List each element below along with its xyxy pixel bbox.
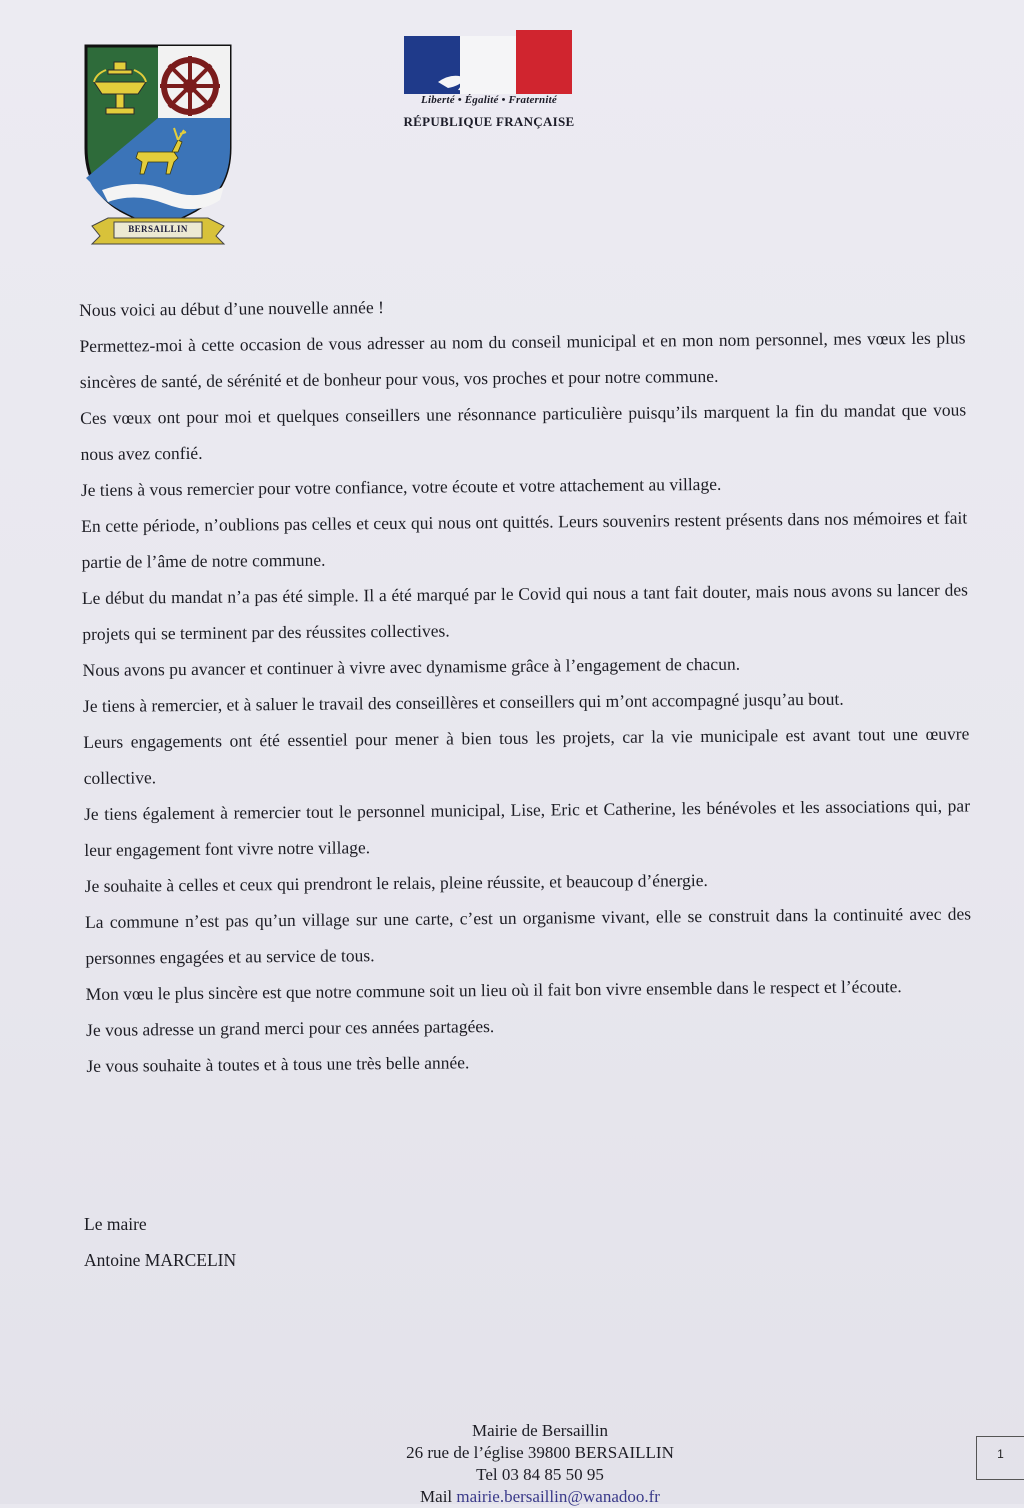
- letter-paragraph: Je tiens à remercier, et à saluer le travail des conseillères et conseillers qui m’ont accompagné jusqu’au bout.: [82, 688, 844, 716]
- letter-paragraph: La commune n’est pas qu’un village sur une carte, c’est un organisme vivant, elle se construit dans la continuité avec des personnes engagées et au service de tous.: [84, 903, 972, 968]
- coat-of-arms-logo: [78, 40, 238, 245]
- footer-mail-label: Mail: [420, 1487, 453, 1506]
- coat-of-arms-banner-text: BERSAILLIN: [128, 224, 188, 234]
- footer-phone: Tel 03 84 85 50 95: [476, 1465, 604, 1484]
- letter-paragraph: Je souhaite à celles et ceux qui prendront le relais, pleine réussite, et beaucoup d’énergie.: [84, 869, 708, 896]
- footer-mail-line: [300, 1486, 780, 1508]
- letter-paragraph: Je tiens également à remercier tout le personnel municipal, Lise, Eric et Catherine, les bénévoles et les associations qui, par leur engagement font vivre notre village.: [83, 795, 971, 860]
- letter-paragraph: Mon vœu le plus sincère est que notre commune soit un lieu où il fait bon vivre ensemble dans le respect et l’écoute.: [85, 976, 902, 1004]
- letter-paragraph: Le début du mandat n’a pas été simple. Il a été marqué par le Covid qui nous a tant fait douter, mais nous avons su lancer des projets qui se terminent par des réussites collectives.: [81, 579, 968, 644]
- letter-paragraph: Permettez-moi à cette occasion de vous adresser au nom du conseil municipal et en mon nom personnel, mes vœux les plus sincères de santé, de sérénité et de bonheur pour vous, vos proches et pour notre commune.: [79, 327, 966, 392]
- letter-body: [79, 283, 973, 1083]
- signature-title: Le maire: [84, 1214, 147, 1234]
- letter-paragraph: En cette période, n’oublions pas celles et ceux qui nous ont quittés. Leurs souvenirs restent présents dans nos mémoires et fait partie de l’âme de notre commune.: [81, 507, 968, 572]
- letter-paragraph: Je vous souhaite à toutes et à tous une très belle année.: [86, 1052, 470, 1076]
- signature-name: Antoine MARCELIN: [84, 1250, 237, 1270]
- letter-paragraph: Je tiens à vous remercier pour votre confiance, votre écoute et votre attachement au village.: [80, 473, 722, 500]
- letter-paragraph: Nous voici au début d’une nouvelle année !: [79, 297, 384, 320]
- republic-name: RÉPUBLIQUE FRANÇAISE: [403, 114, 575, 129]
- signature-block: [84, 1206, 236, 1278]
- letter-paragraph: Ces vœux ont pour moi et quelques conseillers une résonnance particulière puisqu’ils marquent la fin du mandat que vous nous avez confié.: [80, 399, 967, 464]
- letter-paragraph: Leurs engagements ont été essentiel pour mener à bien tous les projets, car la vie municipale est avant tout une œuvre collective.: [83, 723, 970, 788]
- footer-mail-link[interactable]: mairie.bersaillin@wanadoo.fr: [456, 1487, 660, 1506]
- republic-motto: Liberté • Égalité • Fraternité: [421, 94, 557, 106]
- footer-address: [300, 1420, 780, 1508]
- letter-paragraph: Nous avons pu avancer et continuer à vivre avec dynamisme grâce à l’engagement de chacun.: [82, 653, 741, 680]
- page-number: 1: [976, 1436, 1024, 1480]
- footer-street: 26 rue de l’église 39800 BERSAILLIN: [406, 1443, 674, 1462]
- letter-paragraph: Je vous adresse un grand merci pour ces années partagées.: [85, 1016, 495, 1040]
- footer-town-hall: Mairie de Bersaillin: [472, 1421, 608, 1440]
